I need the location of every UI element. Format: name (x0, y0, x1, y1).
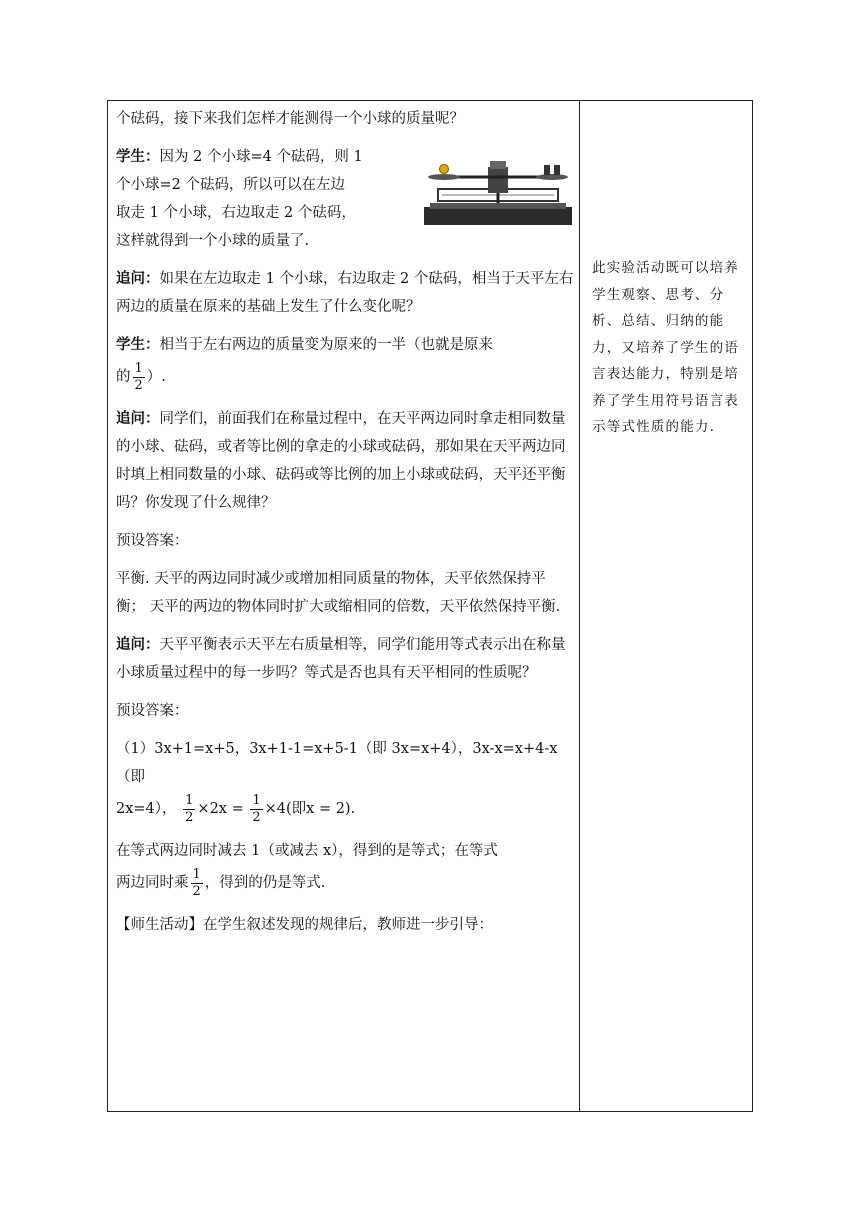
followup-label: 追问： (116, 636, 160, 653)
preset-answer-1: 平衡. 天平的两边同时减少或增加相同质量的物体，天平依然保持平衡； 天平的两边的物体同时扩大或缩相同的倍数，天平依然保持平衡. (116, 571, 561, 615)
student-answer-2: 学生：相当于左右两边的质量变为原来的一半（也就是原来 (116, 336, 493, 353)
student1-line2: 个小球=2 个砝码，所以可以在左边 (116, 177, 345, 193)
design-intent-note: 此实验活动既可以培养学生观察、思考、分析、总结、归纳的能力，又培养了学生的语言表达能力，特别是培养了学生用符号语言表示等式性质的能力. (592, 260, 739, 435)
followup-label: 追问： (116, 410, 160, 427)
intro-line: 个砝码，接下来我们怎样才能测得一个小球的质量呢？ (116, 111, 464, 127)
column-divider (579, 101, 580, 1111)
teacher-student-activity: 【师生活动】在学生叙述发现的规律后，教师进一步引导： (116, 917, 493, 933)
activity-column (116, 105, 574, 939)
student-label: 学生： (116, 336, 160, 353)
conclusion-line-2: 两边同时乘 $\frac{1}{2}$ ，得到的仍是等式. (116, 866, 326, 899)
student1-line4: 这样就得到一个小球的质量了. (116, 233, 310, 249)
student1-line3: 取走 1 个小球，右边取走 2 个砝码， (116, 205, 356, 221)
conclusion-line-1: 在等式两边同时减去 1（或减去 x），得到的是等式；在等式 (116, 843, 498, 859)
fraction-one-half: $\frac{1}{2}$ (252, 792, 261, 825)
activity-label: 【师生活动】 (116, 917, 203, 933)
fraction-one-half: $\frac{1}{2}$ (134, 360, 143, 393)
fraction-one-half: $\frac{1}{2}$ (185, 792, 194, 825)
equation-line-2: 2x=4）， $\frac{1}{2}$ ×2x = $\frac{1}{2}$ ×4(即x = 2). (116, 792, 356, 825)
followup-label: 追问： (116, 270, 160, 287)
followup-1: 追问：如果在左边取走 1 个小球，右边取走 2 个砝码，相当于天平左右两边的质量在原来的基础上发生了什么变化呢？ (116, 270, 574, 315)
balance-scale-image (418, 159, 578, 231)
student-answer-2-cont: 的 $\frac{1}{2}$ ）. (116, 360, 166, 393)
followup-3: 追问：天平平衡表示天平左右质量相等，同学们能用等式表示出在称量小球质量过程中的每一步吗？等式是否也具有天平相同的性质呢？ (116, 636, 566, 681)
preset-answer-label: 预设答案： (116, 533, 189, 549)
student1-line1: 因为 2 个小球=4 个砝码，则 1 (159, 149, 363, 165)
equation-line-1: （1）3x+1=x+5，3x+1-1=x+5-1（即 3x=x+4），3x-x=x+4-x（即 (116, 741, 558, 785)
lesson-table (107, 100, 753, 1112)
fraction-one-half: $\frac{1}{2}$ (192, 866, 201, 899)
followup-2: 追问：同学们，前面我们在称量过程中，在天平两边同时拿走相同数量的小球、砝码，或者等比例的拿走的小球或砝码，那如果在天平两边同时填上相同数量的小球、砝码或等比例的加上小球或砝码，天平还平衡吗？你发现了什么规律？ (116, 410, 566, 511)
preset-answer-label: 预设答案： (116, 703, 189, 719)
student-label: 学生： (116, 148, 160, 165)
